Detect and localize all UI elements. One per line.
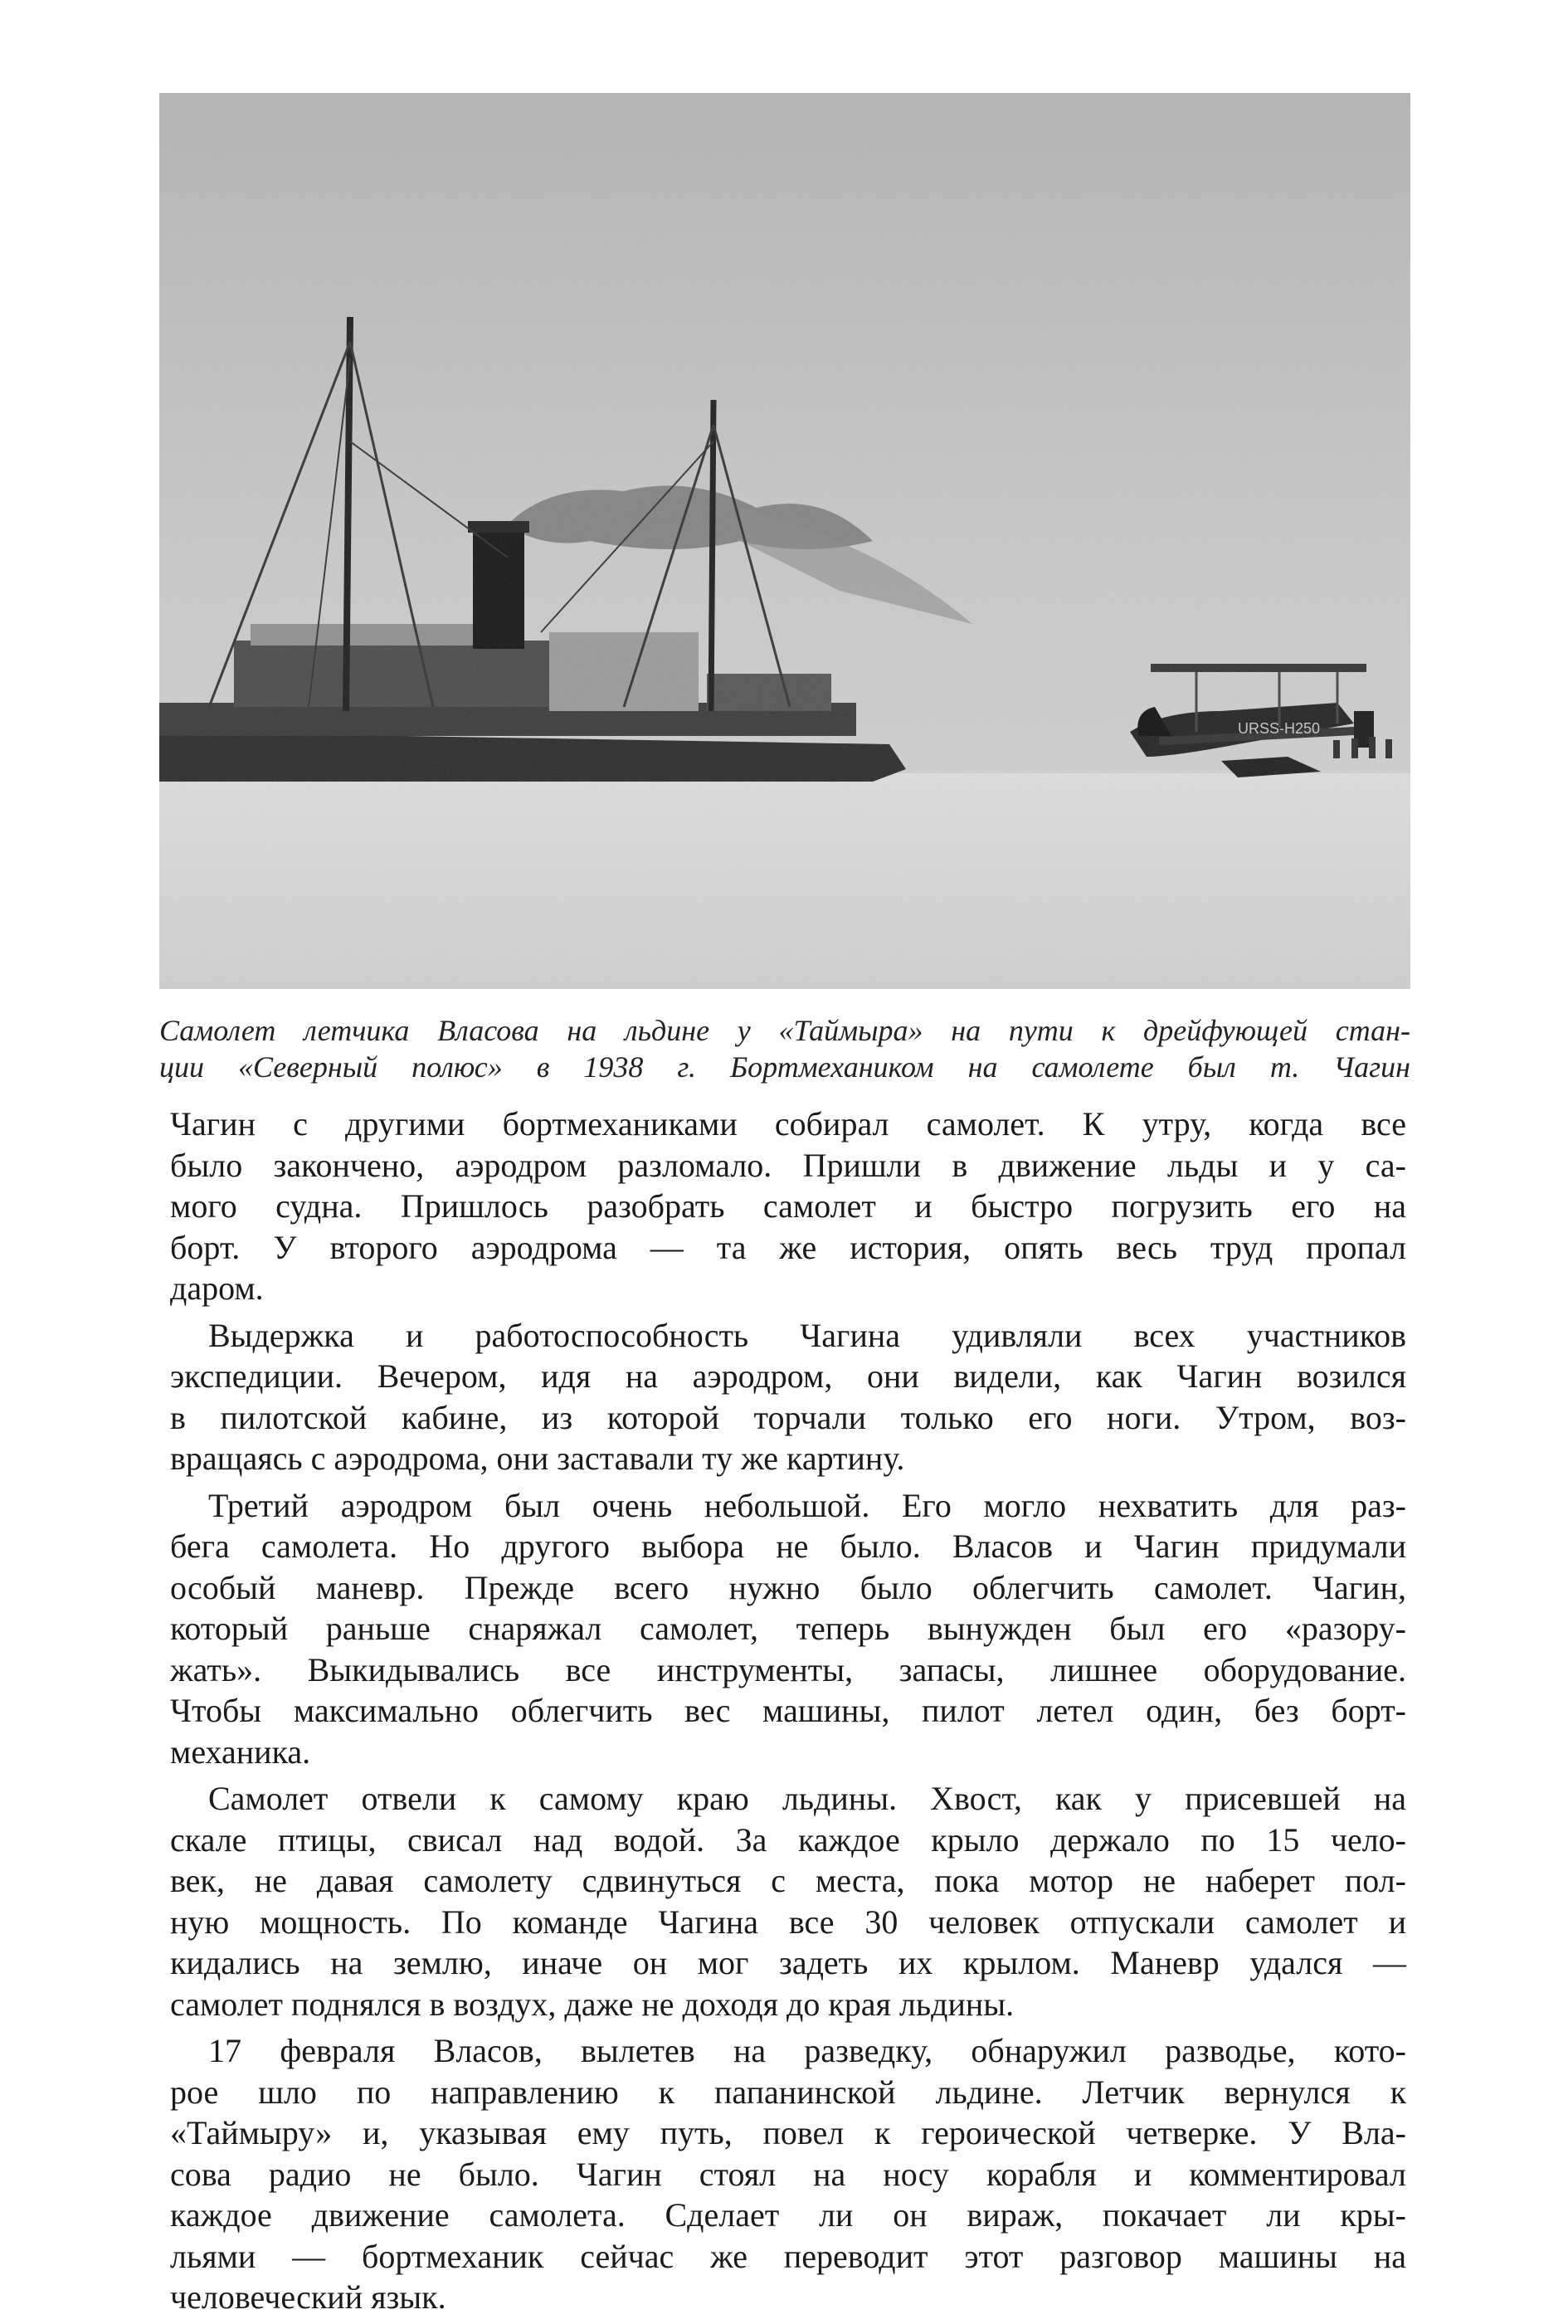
ship-in-ice-with-biplane-photo: [159, 93, 1410, 989]
text-line: сова радио не было. Чагин стоял на носу корабля и комментировал: [170, 2155, 1406, 2193]
text-line: каждое движение самолета. Сделает ли он вираж, покачает ли кры-: [170, 2196, 1406, 2234]
text-line: борт. У второго аэродрома — та же история, опять весь труд пропал: [170, 1228, 1406, 1266]
text-line: который раньше снаряжал самолет, теперь вынужден был его «разору-: [170, 1610, 1406, 1647]
text-line: было закончено, аэродром разломало. Пришли в движение льды и у са-: [170, 1146, 1406, 1184]
text-line: в пилотской кабине, из которой торчали только его ноги. Утром, воз-: [170, 1398, 1406, 1436]
text-line: самолет поднялся в воздух, даже не доходя до края льдины.: [170, 1985, 1015, 2023]
text-line: вращаясь с аэродрома, они заставали ту же картину.: [170, 1440, 905, 1477]
text-line: скале птицы, свисал над водой. За каждое крыло держало по 15 чело-: [170, 1820, 1406, 1859]
text-line: мого судна. Пришлось разобрать самолет и быстро погрузить его на: [170, 1187, 1406, 1225]
caption-line: ции «Северный полюс» в 1938 г. Бортмехаником на самолете был т. Чагин: [159, 1050, 1410, 1084]
paragraph: [170, 2030, 1406, 2318]
text-line: Выдержка и работоспособность Чагина удивляли всех участников: [208, 1316, 1406, 1354]
text-line: Третий аэродром был очень небольшой. Его могло нехватить для раз-: [208, 1486, 1406, 1524]
text-line: человеческий язык.: [170, 2278, 446, 2316]
text-line: ную мощность. По команде Чагина все 30 человек отпускали самолет и: [170, 1903, 1406, 1941]
text-line: механика.: [170, 1732, 311, 1771]
text-line: жать». Выкидывались все инструменты, запасы, лишнее оборудование.: [170, 1650, 1406, 1688]
text-line: Чтобы максимально облегчить вес машины, пилот летел один, без борт-: [170, 1692, 1406, 1729]
text-line: кидались на землю, иначе он мог задеть их крылом. Маневр удался —: [170, 1944, 1406, 1981]
paragraph: [170, 1104, 1406, 1309]
text-line: даром.: [170, 1269, 264, 1307]
text-line: век, не давая самолету сдвинуться с места, пока мотор не наберет пол-: [170, 1862, 1406, 1899]
text-line: экспедиции. Вечером, идя на аэродром, они видели, как Чагин возился: [170, 1357, 1406, 1395]
text-line: «Таймыру» и, указывая ему путь, повел к героической четверке. У Вла-: [170, 2114, 1406, 2151]
text-line: рое шло по направлению к папанинской льдине. Летчик вернулся к: [170, 2073, 1406, 2111]
paragraph: [170, 1778, 1406, 2024]
photo-ship-and-biplane: [159, 93, 1410, 989]
article-body: [170, 1104, 1406, 2324]
paragraph: [170, 1315, 1406, 1479]
paragraph: [170, 1485, 1406, 1773]
text-line: льями — бортмеханик сейчас же переводит этот разговор машины на: [170, 2237, 1406, 2275]
text-line: Самолет отвели к самому краю льдины. Хвост, как у присевшей на: [208, 1780, 1406, 1817]
text-line: Чагин с другими бортмеханиками собирал самолет. К утру, когда все: [170, 1105, 1406, 1143]
caption-line: Самолет летчика Власова на льдине у «Таймыра» на пути к дрейфующей стан-: [159, 1014, 1410, 1047]
text-line: особый маневр. Прежде всего нужно было облегчить самолет. Чагин,: [170, 1568, 1406, 1606]
text-line: бега самолета. Но другого выбора не было. Власов и Чагин придумали: [170, 1527, 1406, 1565]
photo-caption: [159, 1012, 1410, 1085]
text-line: 17 февраля Власов, вылетев на разведку, обнаружил разводье, кото-: [208, 2032, 1406, 2069]
